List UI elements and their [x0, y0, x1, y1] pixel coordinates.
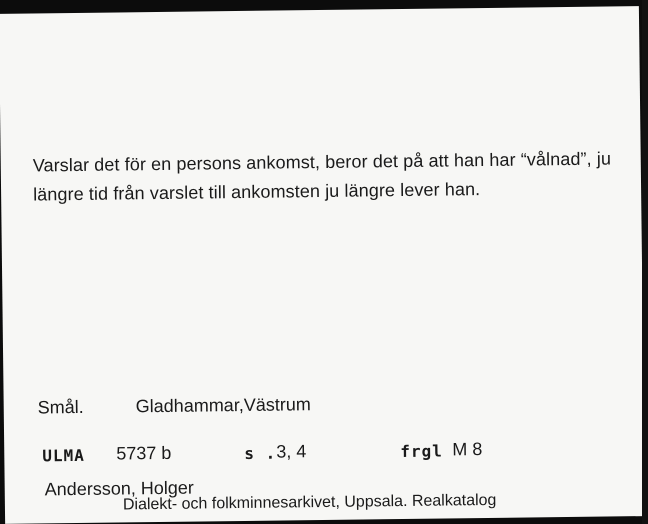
archive-number: 5737 b	[116, 442, 172, 464]
s-value: 3, 4	[276, 441, 307, 462]
catalog-card	[0, 6, 645, 524]
frgl-value: M 8	[452, 439, 483, 460]
region-label: Smål.	[37, 396, 84, 418]
archive-footer: Dialekt- och folkminnesarkivet, Uppsala. Realkatalog	[122, 491, 497, 514]
card-text: Varslar det för en persons ankomst, beror det på att han har “vålnad”, ju längre tid från varslet till ankomsten ju längre lever han.	[32, 148, 612, 205]
informant-name: Andersson, Holger	[44, 477, 194, 500]
s-label: s .	[244, 443, 277, 463]
scan-edge	[642, 0, 648, 524]
place-name: Gladhammar,Västrum	[135, 394, 311, 417]
frgl-label: frgl	[400, 441, 443, 462]
archive-code: ULMA	[42, 445, 85, 466]
